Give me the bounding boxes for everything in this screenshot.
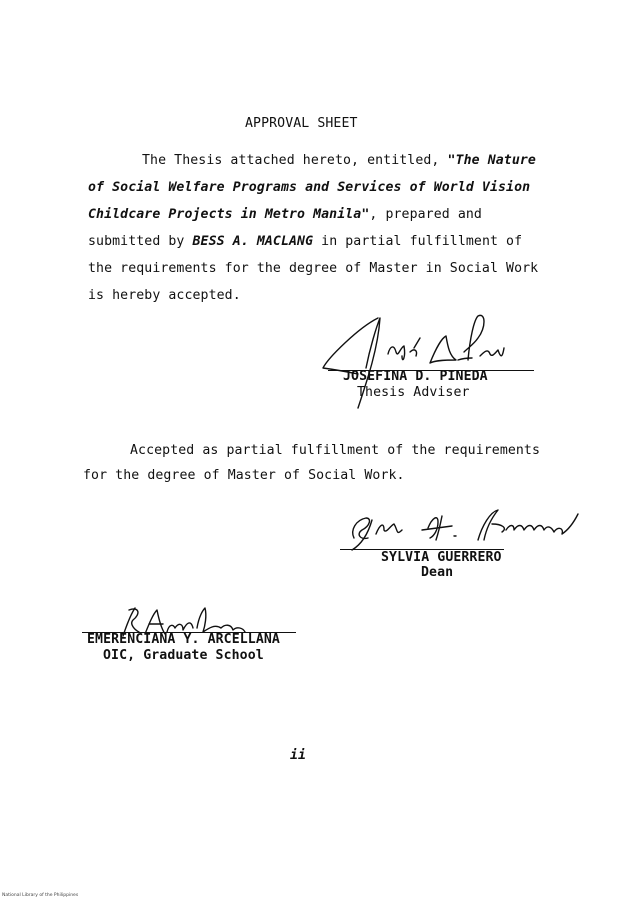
paragraph1-line1 — [142, 153, 536, 168]
paragraph1-line4 — [88, 234, 522, 249]
adviser-signature — [318, 308, 528, 418]
library-footer: National Library of the Philippines — [2, 893, 79, 898]
oic-name: EMERENCIANA Y. ARCELLANA — [87, 632, 280, 647]
dean-name: SYLVIA GUERRERO — [381, 550, 502, 565]
oic-title: OIC, Graduate School — [103, 648, 264, 663]
paragraph1-line1-text: The Thesis attached hereto, entitled, — [142, 153, 448, 168]
paragraph2-line2: for the degree of Master of Social Work. — [83, 468, 405, 483]
submitted-by-text: submitted by — [88, 234, 193, 249]
paragraph1-line3-text: , prepared and — [369, 207, 482, 222]
page-number: ii — [290, 748, 307, 763]
thesis-title-start: "The Nature — [447, 153, 536, 168]
thesis-title-line2: of Social Welfare Programs and Services of World Vision — [88, 180, 531, 195]
partial-fulfillment-text: in partial fulfillment of — [313, 234, 523, 249]
dean-title: Dean — [421, 565, 454, 580]
paragraph1-line6: is hereby accepted. — [88, 288, 241, 303]
adviser-title: Thesis Adviser — [357, 385, 470, 400]
paragraph2-line1: Accepted as partial fulfillment of the requirements — [130, 443, 541, 458]
author-name: BESS A. MACLANG — [192, 234, 314, 249]
paragraph1-line5: the requirements for the degree of Master in Social Work — [88, 261, 539, 276]
adviser-name: JOSEFINA D. PINEDA — [343, 369, 488, 384]
paragraph1-line3 — [88, 207, 482, 222]
thesis-title-end: Childcare Projects in Metro Manila" — [88, 207, 370, 222]
page-title: APPROVAL SHEET — [245, 116, 358, 131]
